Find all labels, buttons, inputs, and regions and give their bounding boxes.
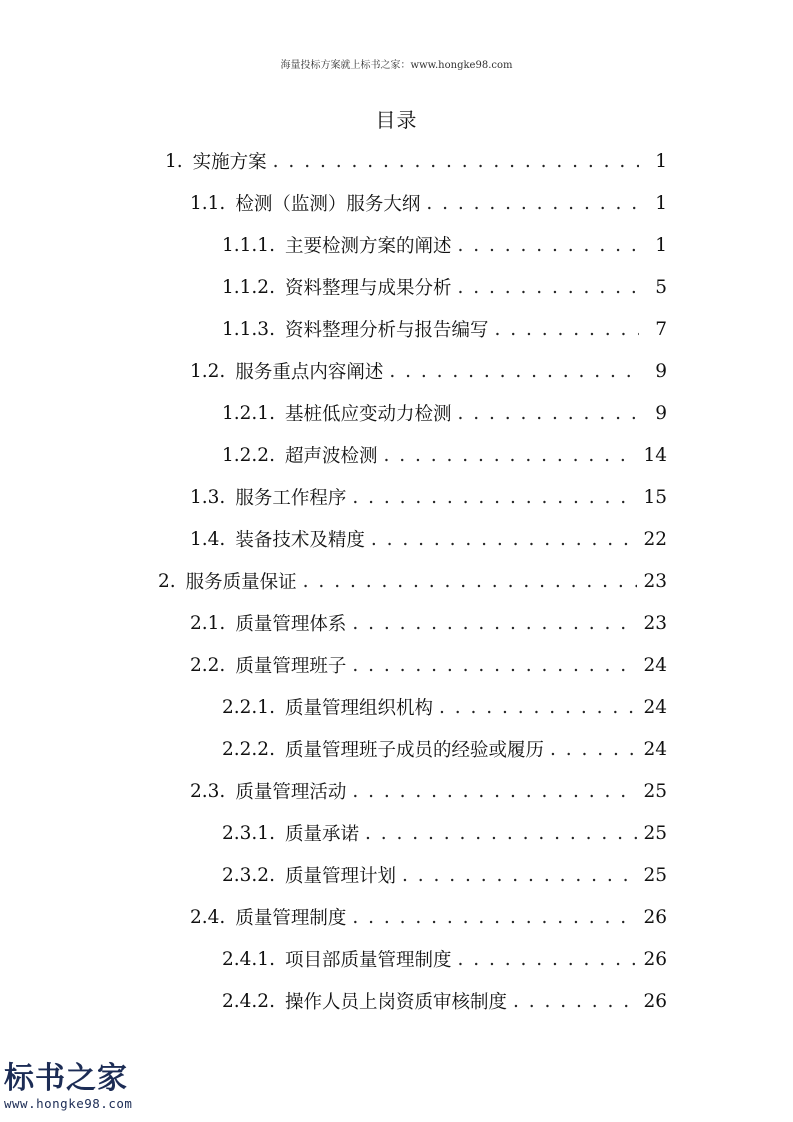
toc-entry-title: 资料整理与成果分析 [284, 278, 452, 299]
toc-entry-page: 1 [655, 150, 667, 172]
toc-entry-number: 2.4. [190, 906, 226, 928]
toc-entry-title: 主要检测方案的阐述 [284, 236, 452, 257]
toc-entry[interactable] [190, 644, 667, 686]
dot-leader [383, 445, 637, 466]
toc-entry[interactable] [165, 140, 667, 182]
site-logo[interactable] [4, 1062, 174, 1118]
dot-leader [457, 949, 637, 970]
toc-entry-page: 24 [643, 696, 667, 718]
toc-entry-page: 24 [643, 654, 667, 676]
dot-leader [371, 529, 638, 550]
toc-entry-number: 2.2. [190, 654, 226, 676]
toc-entry-number: 1.1.1. [222, 234, 275, 256]
dot-leader [352, 655, 637, 676]
dot-leader [494, 319, 639, 340]
toc-entry-title: 服务质量保证 [185, 572, 297, 593]
toc-entry-number: 1.1. [190, 192, 226, 214]
toc-entry-title: 质量管理计划 [284, 866, 396, 887]
dot-leader [273, 151, 639, 172]
toc-entry-number: 2.2.1. [222, 696, 275, 718]
toc-entry-page: 9 [655, 402, 667, 424]
dot-leader [352, 907, 637, 928]
toc-entry[interactable] [222, 224, 667, 266]
toc-entry-page: 7 [655, 318, 667, 340]
dot-leader [426, 193, 639, 214]
toc-entry[interactable] [222, 854, 667, 896]
toc-entry-title: 服务重点内容阐述 [235, 362, 384, 383]
dot-leader [352, 781, 637, 802]
toc-entry-title: 质量管理班子 [235, 656, 347, 677]
toc-entry-number: 1.2.2. [222, 444, 275, 466]
toc-entry-number: 2.1. [190, 612, 226, 634]
toc-entry-page: 23 [643, 612, 667, 634]
toc-entry-title: 质量管理活动 [235, 782, 347, 803]
toc-entry-number: 1.4. [190, 528, 226, 550]
toc-entry-page: 25 [643, 864, 667, 886]
toc-entry-number: 2.3.2. [222, 864, 275, 886]
toc-entry-number: 1.1.3. [222, 318, 275, 340]
toc-entry-number: 1.3. [190, 486, 226, 508]
toc-entry[interactable] [222, 434, 667, 476]
toc-entry[interactable] [190, 350, 667, 392]
toc-entry-title: 质量管理制度 [235, 908, 347, 929]
toc-entry-number: 2.3.1. [222, 822, 275, 844]
toc-entry-page: 26 [643, 990, 667, 1012]
toc-entry[interactable] [190, 770, 667, 812]
toc-entry-page: 24 [643, 738, 667, 760]
dot-leader [352, 613, 637, 634]
toc-entry[interactable] [222, 938, 667, 980]
toc-entry[interactable] [222, 728, 667, 770]
toc-entry-title: 质量管理班子成员的经验或履历 [284, 740, 544, 761]
toc-entry-title: 装备技术及精度 [235, 530, 365, 551]
toc-entry-title: 基桩低应变动力检测 [284, 404, 452, 425]
toc-entry-number: 2. [158, 570, 176, 592]
dot-leader [303, 571, 638, 592]
toc-entry[interactable] [158, 560, 667, 602]
toc-entry[interactable] [222, 686, 667, 728]
toc-entry-title: 检测（监测）服务大纲 [235, 194, 421, 215]
toc-entry-number: 2.4.1. [222, 948, 275, 970]
dot-leader [457, 235, 639, 256]
toc-entry-number: 1.2.1. [222, 402, 275, 424]
toc-entry-title: 实施方案 [192, 152, 267, 173]
toc-entry-number: 2.3. [190, 780, 226, 802]
toc-entry-title: 项目部质量管理制度 [284, 950, 452, 971]
dot-leader [550, 739, 637, 760]
toc-entry[interactable] [190, 896, 667, 938]
toc-entry-page: 1 [655, 234, 667, 256]
toc-entry-title: 操作人员上岗资质审核制度 [284, 992, 507, 1013]
toc-entry-page: 25 [643, 780, 667, 802]
toc-entry-number: 1.1.2. [222, 276, 275, 298]
logo-url: www.hongke98.com [4, 1096, 133, 1111]
toc-title: 目录 [375, 108, 418, 132]
dot-leader [389, 361, 639, 382]
toc-entry-page: 26 [643, 906, 667, 928]
dot-leader [457, 403, 639, 424]
toc-entry-page: 5 [655, 276, 667, 298]
dot-leader [402, 865, 637, 886]
toc-entry[interactable] [190, 518, 667, 560]
toc-entry-number: 2.4.2. [222, 990, 275, 1012]
toc-entry-title: 质量管理组织机构 [284, 698, 433, 719]
toc-entry-title: 资料整理分析与报告编写 [284, 320, 489, 341]
toc-entry-title: 服务工作程序 [235, 488, 347, 509]
toc-entry[interactable] [190, 602, 667, 644]
toc-entry-page: 26 [643, 948, 667, 970]
dot-leader [352, 487, 637, 508]
toc-entry-page: 25 [643, 822, 667, 844]
toc-entry[interactable] [222, 812, 667, 854]
toc-entry-title: 质量管理体系 [235, 614, 347, 635]
dot-leader [439, 697, 637, 718]
toc-entry[interactable] [222, 980, 667, 1022]
dot-leader [365, 823, 637, 844]
toc-entry-title: 质量承诺 [284, 824, 359, 845]
dot-leader [457, 277, 639, 298]
toc-entry-page: 1 [655, 192, 667, 214]
toc-entry-page: 9 [655, 360, 667, 382]
dot-leader [513, 991, 637, 1012]
logo-mark: 标书之家 [4, 1061, 128, 1096]
toc-entry-number: 1. [165, 150, 183, 172]
toc-entry-page: 23 [643, 570, 667, 592]
toc-entry-page: 14 [643, 444, 667, 466]
toc-entry-number: 1.2. [190, 360, 226, 382]
toc-entry[interactable] [222, 266, 667, 308]
toc-entry-number: 2.2.2. [222, 738, 275, 760]
header-note: 海量投标方案就上标书之家：www.hongke98.com [280, 60, 513, 71]
toc-entry-page: 15 [643, 486, 667, 508]
toc-entry[interactable] [190, 182, 667, 224]
toc-entry-title: 超声波检测 [284, 446, 378, 467]
toc-entry-page: 22 [643, 528, 667, 550]
toc-entry[interactable] [222, 308, 667, 350]
toc-entry[interactable] [222, 392, 667, 434]
toc-entry[interactable] [190, 476, 667, 518]
